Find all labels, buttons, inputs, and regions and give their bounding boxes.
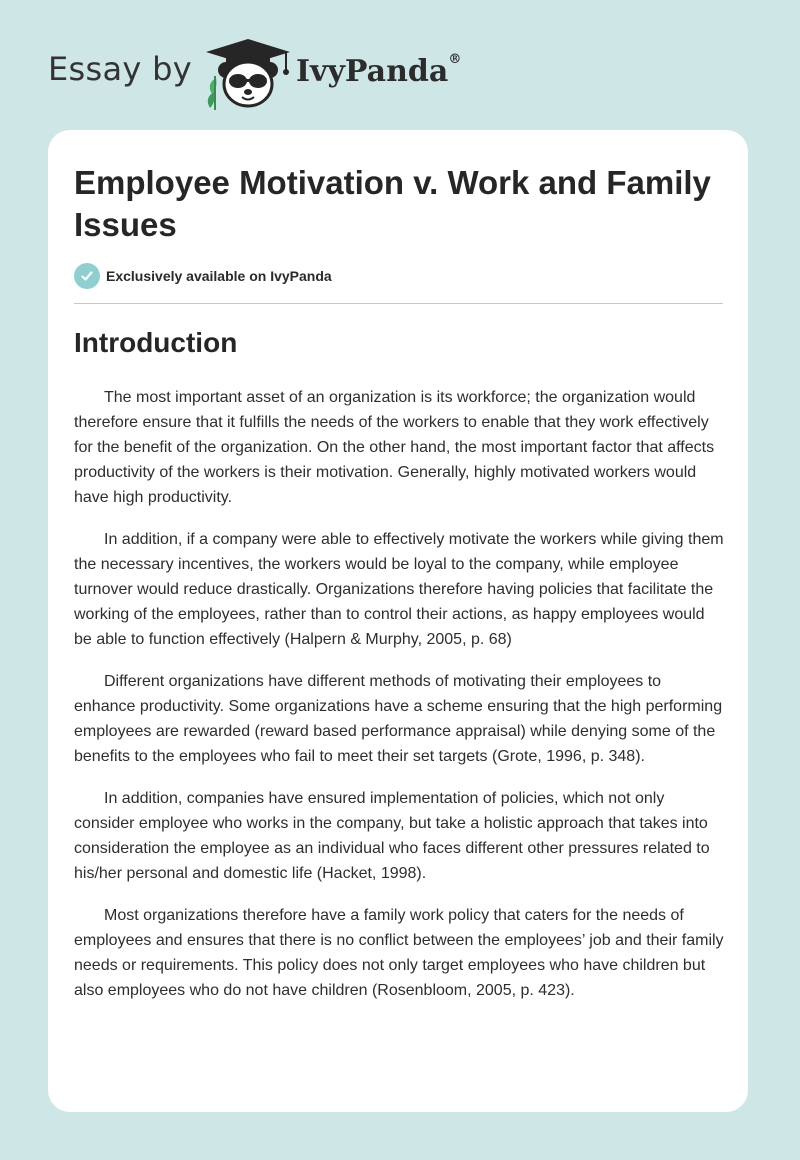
panda-graduate-logo-icon[interactable] [202,36,294,110]
divider [74,303,723,304]
exclusive-badge-label: Exclusively available on IvyPanda [106,268,332,284]
paragraph: Most organizations therefore have a family work policy that caters for the needs of employees and ensures that there is no conflict between the employees’ job and their family needs or requirements. This policy does not only target employees who have children but also employees who do not have children (Rosenbloom, 2005, p. 423). [74,907,724,999]
essay-body [74,385,724,1020]
paragraph: Different organizations have different methods of motivating their employees to enhance productivity. Some organizations have a scheme ensuring that the high performing employees are rewarded (reward based performance appraisal) while denying some of the benefits to the employees who fail to meet their set targets (Grote, 1996, p. 348). [74,673,723,765]
check-icon [74,263,100,289]
paragraph: The most important asset of an organization is its workforce; the organization would therefore ensure that it fulfills the needs of the workers to enable that they work effectively for the benefit of the organization. On the other hand, the most important factor that affects productivity of the workers is their motivation. Generally, highly motivated workers would have high productivity. [74,389,715,506]
section-heading-introduction: Introduction [74,327,238,358]
site-header [48,36,508,112]
page-title: Employee Motivation v. Work and Family Issues [74,164,711,243]
paragraph: In addition, companies have ensured implementation of policies, which not only consider employee who works in the company, but take a holistic approach that takes into consideration the employee as an individual who faces different other pressures related to his/her personal and domestic life (Hacket, 1998). [74,790,710,882]
brand-name[interactable] [296,54,461,89]
essay-by-label: Essay by [48,50,192,88]
brand-name-text: IvyPanda [296,54,449,89]
essay-card [48,130,748,1112]
paragraph: In addition, if a company were able to effectively motivate the workers while giving them the necessary incentives, the workers would be loyal to the company, while employee turnover would reduce drastically. Organizations therefore having policies that facilitate the working of the employees, rather than to control their actions, as happy employees would be able to function effectively (Halpern & Murphy, 2005, p. 68) [74,531,724,648]
exclusive-badge [74,263,332,289]
registered-mark: ® [448,52,462,67]
